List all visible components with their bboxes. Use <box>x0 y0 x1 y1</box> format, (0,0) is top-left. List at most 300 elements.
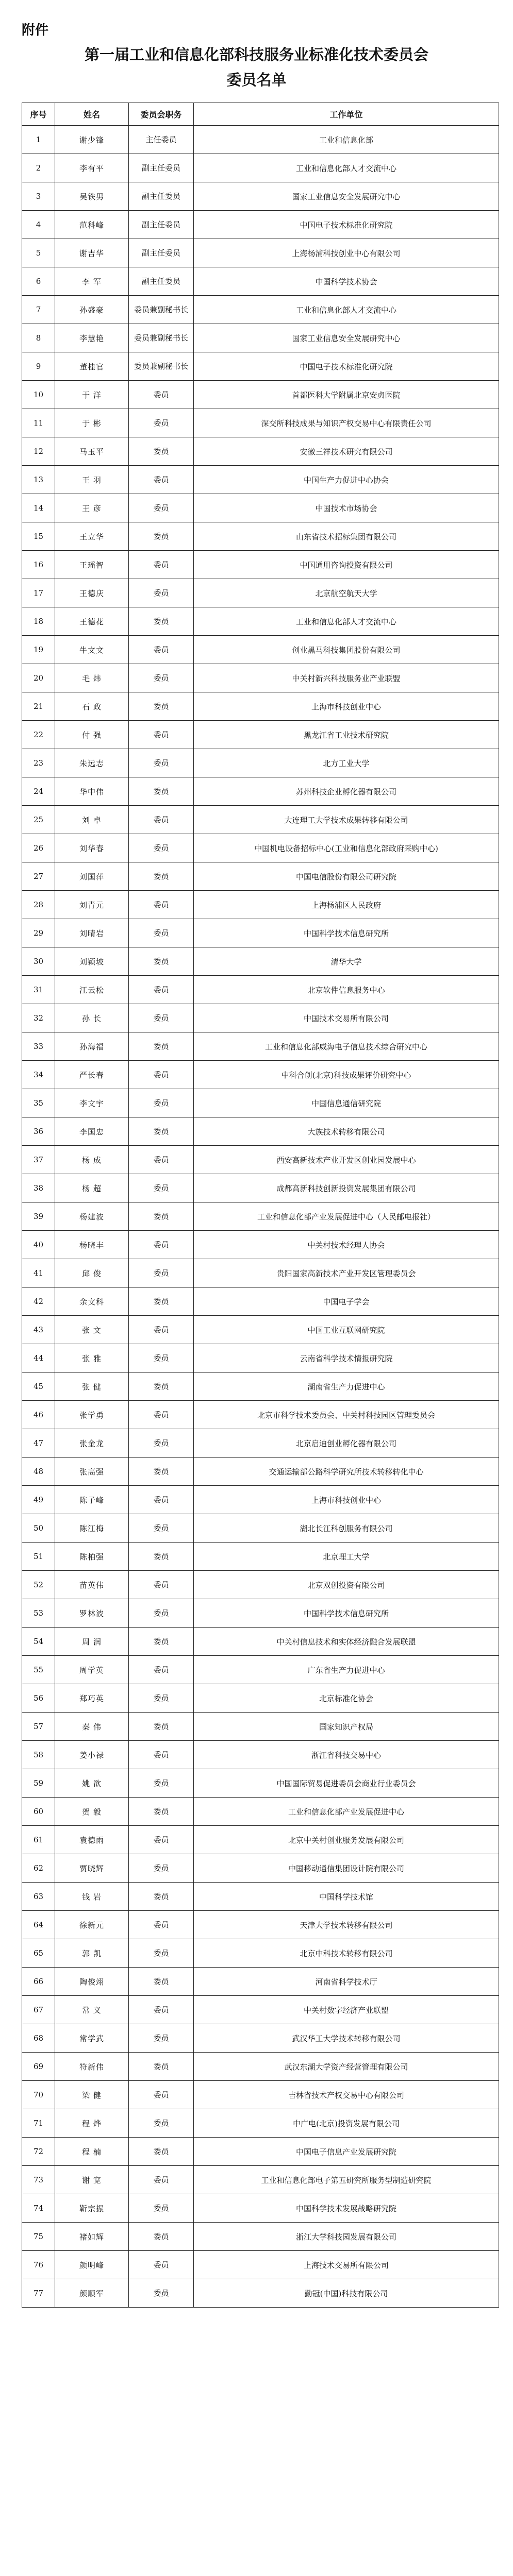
member-organization: 上海杨浦区人民政府 <box>194 891 499 919</box>
member-name: 谢吉华 <box>55 239 129 267</box>
member-role: 委员 <box>129 1032 194 1061</box>
member-role: 委员 <box>129 1883 194 1911</box>
member-organization: 湖南省生产力促进中心 <box>194 1372 499 1401</box>
member-name: 常学武 <box>55 2024 129 2053</box>
member-organization: 大族技术转移有限公司 <box>194 1117 499 1146</box>
member-role: 委员 <box>129 1798 194 1826</box>
member-role: 委员 <box>129 1117 194 1146</box>
row-number: 17 <box>22 579 55 607</box>
row-number: 72 <box>22 2138 55 2166</box>
member-role: 委员 <box>129 1769 194 1798</box>
row-number: 12 <box>22 437 55 466</box>
row-number: 24 <box>22 777 55 806</box>
member-name: 杨晓丰 <box>55 1231 129 1259</box>
table-row <box>22 1599 499 1628</box>
member-name: 马玉平 <box>55 437 129 466</box>
member-name: 杨建波 <box>55 1202 129 1231</box>
member-name: 李 军 <box>55 267 129 296</box>
row-number: 47 <box>22 1429 55 1458</box>
row-number: 8 <box>22 324 55 352</box>
table-row <box>22 1883 499 1911</box>
member-name: 梁 健 <box>55 2081 129 2109</box>
member-organization: 上海杨浦科技创业中心有限公司 <box>194 239 499 267</box>
table-row <box>22 947 499 976</box>
member-name: 陈子峰 <box>55 1486 129 1514</box>
member-organization: 工业和信息化部人才交流中心 <box>194 607 499 636</box>
member-organization: 浙江大学科技园发展有限公司 <box>194 2223 499 2251</box>
member-role: 委员 <box>129 1911 194 1939</box>
table-row <box>22 664 499 692</box>
row-number: 4 <box>22 211 55 239</box>
row-number: 42 <box>22 1287 55 1316</box>
table-row <box>22 296 499 324</box>
member-role: 委员 <box>129 2279 194 2308</box>
table-row <box>22 2279 499 2308</box>
member-role: 委员 <box>129 1259 194 1287</box>
member-organization: 安徽三祥技术研究有限公司 <box>194 437 499 466</box>
member-name: 杨 成 <box>55 1146 129 1174</box>
member-organization: 北方工业大学 <box>194 749 499 777</box>
row-number: 22 <box>22 721 55 749</box>
row-number: 30 <box>22 947 55 976</box>
row-number: 5 <box>22 239 55 267</box>
member-organization: 湖北长江科创服务有限公司 <box>194 1514 499 1543</box>
member-role: 委员 <box>129 891 194 919</box>
table-row <box>22 1741 499 1769</box>
member-organization: 上海市科技创业中心 <box>194 692 499 721</box>
table-row <box>22 1628 499 1656</box>
member-name: 郑巧英 <box>55 1684 129 1713</box>
table-row <box>22 1004 499 1032</box>
member-name: 谢少锋 <box>55 126 129 154</box>
table-row <box>22 522 499 551</box>
member-organization: 浙江省科技交易中心 <box>194 1741 499 1769</box>
member-role: 委员 <box>129 1656 194 1684</box>
member-name: 颜明峰 <box>55 2251 129 2279</box>
member-name: 张金龙 <box>55 1429 129 1458</box>
row-number: 66 <box>22 1968 55 1996</box>
table-row <box>22 579 499 607</box>
member-role: 委员兼副秘书长 <box>129 352 194 381</box>
member-name: 姚 欲 <box>55 1769 129 1798</box>
member-name: 程 楠 <box>55 2138 129 2166</box>
member-role: 委员 <box>129 1854 194 1883</box>
table-row <box>22 1713 499 1741</box>
table-row <box>22 749 499 777</box>
table-row <box>22 1571 499 1599</box>
member-name: 郭 凯 <box>55 1939 129 1968</box>
member-name: 姜小禄 <box>55 1741 129 1769</box>
row-number: 10 <box>22 381 55 409</box>
member-role: 委员 <box>129 1287 194 1316</box>
member-name: 杨 超 <box>55 1174 129 1202</box>
row-number: 40 <box>22 1231 55 1259</box>
member-name: 陈江梅 <box>55 1514 129 1543</box>
table-row <box>22 1911 499 1939</box>
member-role: 委员 <box>129 2138 194 2166</box>
member-role: 委员 <box>129 2251 194 2279</box>
member-role: 委员 <box>129 1628 194 1656</box>
member-name: 贾晓辉 <box>55 1854 129 1883</box>
member-name: 刘 卓 <box>55 806 129 834</box>
table-row <box>22 834 499 862</box>
row-number: 25 <box>22 806 55 834</box>
member-organization: 工业和信息化部威海电子信息技术综合研究中心 <box>194 1032 499 1061</box>
member-role: 委员 <box>129 2194 194 2223</box>
row-number: 67 <box>22 1996 55 2024</box>
table-row <box>22 976 499 1004</box>
member-organization: 清华大学 <box>194 947 499 976</box>
member-role: 委员 <box>129 1372 194 1401</box>
row-number: 34 <box>22 1061 55 1089</box>
table-row <box>22 2081 499 2109</box>
member-role: 委员 <box>129 1429 194 1458</box>
table-row <box>22 1854 499 1883</box>
row-number: 16 <box>22 551 55 579</box>
member-role: 委员 <box>129 1174 194 1202</box>
row-number: 62 <box>22 1854 55 1883</box>
member-organization: 中关村新兴科技服务业产业联盟 <box>194 664 499 692</box>
row-number: 20 <box>22 664 55 692</box>
table-row <box>22 1458 499 1486</box>
row-number: 46 <box>22 1401 55 1429</box>
member-role: 委员 <box>129 806 194 834</box>
table-header-row <box>22 103 499 126</box>
row-number: 44 <box>22 1344 55 1372</box>
row-number: 63 <box>22 1883 55 1911</box>
member-name: 贺 毅 <box>55 1798 129 1826</box>
member-role: 委员 <box>129 1231 194 1259</box>
member-organization: 武汉东湖大学资产经营管理有限公司 <box>194 2053 499 2081</box>
member-role: 委员 <box>129 1741 194 1769</box>
member-role: 委员 <box>129 862 194 891</box>
member-name: 袁德雨 <box>55 1826 129 1854</box>
member-organization: 中关村信息技术和实体经济融合发展联盟 <box>194 1628 499 1656</box>
row-number: 68 <box>22 2024 55 2053</box>
member-organization: 工业和信息化部产业发展促进中心（人民邮电报社） <box>194 1202 499 1231</box>
attachment-label: 附件 <box>22 23 49 38</box>
table-row <box>22 1826 499 1854</box>
member-name: 颜顺军 <box>55 2279 129 2308</box>
member-role: 委员 <box>129 1543 194 1571</box>
row-number: 11 <box>22 409 55 437</box>
member-organization: 中国科学技术协会 <box>194 267 499 296</box>
member-organization: 北京软件信息服务中心 <box>194 976 499 1004</box>
member-name: 罗林波 <box>55 1599 129 1628</box>
member-role: 委员 <box>129 976 194 1004</box>
table-row <box>22 466 499 494</box>
member-organization: 北京航空航天大学 <box>194 579 499 607</box>
member-name: 张 文 <box>55 1316 129 1344</box>
member-organization: 成都高新科技创新投资发展集团有限公司 <box>194 1174 499 1202</box>
row-number: 56 <box>22 1684 55 1713</box>
member-organization: 中国电子技术标准化研究院 <box>194 211 499 239</box>
member-name: 秦 伟 <box>55 1713 129 1741</box>
member-name: 周 润 <box>55 1628 129 1656</box>
member-role: 主任委员 <box>129 126 194 154</box>
row-number: 65 <box>22 1939 55 1968</box>
table-row <box>22 239 499 267</box>
member-name: 张 健 <box>55 1372 129 1401</box>
member-organization: 中国国际贸易促进委员会商业行业委员会 <box>194 1769 499 1798</box>
member-role: 委员 <box>129 2081 194 2109</box>
member-organization: 中国电子学会 <box>194 1287 499 1316</box>
member-name: 常 义 <box>55 1996 129 2024</box>
row-number: 76 <box>22 2251 55 2279</box>
member-name: 程 烨 <box>55 2109 129 2138</box>
member-role: 委员 <box>129 1996 194 2024</box>
member-role: 副主任委员 <box>129 267 194 296</box>
member-role: 委员 <box>129 579 194 607</box>
row-number: 7 <box>22 296 55 324</box>
table-row <box>22 862 499 891</box>
member-role: 委员 <box>129 1571 194 1599</box>
member-organization: 工业和信息化部人才交流中心 <box>194 154 499 182</box>
member-role: 委员 <box>129 749 194 777</box>
table-row <box>22 381 499 409</box>
table-row <box>22 494 499 522</box>
member-role: 委员 <box>129 2166 194 2194</box>
table-row <box>22 777 499 806</box>
row-number: 74 <box>22 2194 55 2223</box>
row-number: 15 <box>22 522 55 551</box>
member-organization: 交通运输部公路科学研究所技术转移转化中心 <box>194 1458 499 1486</box>
member-role: 委员 <box>129 1316 194 1344</box>
member-name: 牛文文 <box>55 636 129 664</box>
member-role: 委员 <box>129 1344 194 1372</box>
member-name: 周学英 <box>55 1656 129 1684</box>
member-role: 委员 <box>129 1004 194 1032</box>
row-number: 2 <box>22 154 55 182</box>
member-organization: 首都医科大学附属北京安贞医院 <box>194 381 499 409</box>
table-row <box>22 806 499 834</box>
member-name: 谢 宽 <box>55 2166 129 2194</box>
member-name: 李国忠 <box>55 1117 129 1146</box>
row-number: 64 <box>22 1911 55 1939</box>
member-role: 委员 <box>129 1514 194 1543</box>
member-name: 苗英伟 <box>55 1571 129 1599</box>
member-organization: 北京启迪创业孵化器有限公司 <box>194 1429 499 1458</box>
member-organization: 工业和信息化部 <box>194 126 499 154</box>
member-organization: 贵阳国家高新技术产业开发区管理委员会 <box>194 1259 499 1287</box>
member-role: 委员 <box>129 777 194 806</box>
member-organization: 创业黑马科技集团股份有限公司 <box>194 636 499 664</box>
member-name: 余文科 <box>55 1287 129 1316</box>
member-role: 委员 <box>129 2109 194 2138</box>
row-number: 3 <box>22 182 55 211</box>
member-name: 吴铁男 <box>55 182 129 211</box>
member-name: 符新伟 <box>55 2053 129 2081</box>
member-name: 付 强 <box>55 721 129 749</box>
member-organization: 国家知识产权局 <box>194 1713 499 1741</box>
member-organization: 中国科学技术发展战略研究院 <box>194 2194 499 2223</box>
member-name: 刘华春 <box>55 834 129 862</box>
row-number: 58 <box>22 1741 55 1769</box>
table-row <box>22 891 499 919</box>
member-organization: 上海市科技创业中心 <box>194 1486 499 1514</box>
table-row <box>22 607 499 636</box>
row-number: 23 <box>22 749 55 777</box>
table-row <box>22 1061 499 1089</box>
row-number: 32 <box>22 1004 55 1032</box>
row-number: 27 <box>22 862 55 891</box>
member-name: 王立华 <box>55 522 129 551</box>
table-row <box>22 1316 499 1344</box>
member-organization: 中科合创(北京)科技成果评价研究中心 <box>194 1061 499 1089</box>
member-name: 董桂官 <box>55 352 129 381</box>
member-role: 委员 <box>129 2024 194 2053</box>
member-organization: 中国科学技术信息研究所 <box>194 1599 499 1628</box>
table-row <box>22 1996 499 2024</box>
table-row <box>22 1344 499 1372</box>
member-role: 委员 <box>129 1968 194 1996</box>
member-organization: 中国通用咨询投资有限公司 <box>194 551 499 579</box>
table-row <box>22 692 499 721</box>
member-role: 委员 <box>129 1599 194 1628</box>
member-organization: 中国机电设备招标中心(工业和信息化部政府采购中心) <box>194 834 499 862</box>
member-role: 委员 <box>129 1713 194 1741</box>
member-name: 张学勇 <box>55 1401 129 1429</box>
table-row <box>22 1032 499 1061</box>
document-subtitle: 委员名单 <box>226 71 287 89</box>
row-number: 41 <box>22 1259 55 1287</box>
member-role: 委员 <box>129 1486 194 1514</box>
member-organization: 中国科学技术馆 <box>194 1883 499 1911</box>
member-organization: 中国科学技术信息研究所 <box>194 919 499 947</box>
row-number: 70 <box>22 2081 55 2109</box>
row-number: 21 <box>22 692 55 721</box>
member-role: 委员 <box>129 1061 194 1089</box>
member-organization: 工业和信息化部产业发展促进中心 <box>194 1798 499 1826</box>
table-row <box>22 1684 499 1713</box>
table-row <box>22 352 499 381</box>
member-role: 委员 <box>129 1401 194 1429</box>
member-name: 靳宗振 <box>55 2194 129 2223</box>
member-name: 严长春 <box>55 1061 129 1089</box>
member-name: 刘颖坡 <box>55 947 129 976</box>
table-row <box>22 154 499 182</box>
member-name: 刘青元 <box>55 891 129 919</box>
member-role: 委员 <box>129 1939 194 1968</box>
member-organization: 中广电(北京)投资发展有限公司 <box>194 2109 499 2138</box>
member-role: 委员 <box>129 551 194 579</box>
row-number: 55 <box>22 1656 55 1684</box>
table-row <box>22 1231 499 1259</box>
member-role: 委员 <box>129 947 194 976</box>
table-row <box>22 2109 499 2138</box>
member-organization: 中关村技术经理人协会 <box>194 1231 499 1259</box>
table-row <box>22 551 499 579</box>
row-number: 73 <box>22 2166 55 2194</box>
table-row <box>22 1486 499 1514</box>
table-row <box>22 2138 499 2166</box>
row-number: 38 <box>22 1174 55 1202</box>
member-name: 张高强 <box>55 1458 129 1486</box>
member-name: 李有平 <box>55 154 129 182</box>
member-organization: 上海技术交易所有限公司 <box>194 2251 499 2279</box>
row-number: 48 <box>22 1458 55 1486</box>
member-name: 刘国萍 <box>55 862 129 891</box>
member-name: 钱 岩 <box>55 1883 129 1911</box>
member-role: 委员 <box>129 409 194 437</box>
member-organization: 国家工业信息安全发展研究中心 <box>194 182 499 211</box>
row-number: 61 <box>22 1826 55 1854</box>
table-row <box>22 1939 499 1968</box>
member-name: 朱远志 <box>55 749 129 777</box>
member-organization: 大连理工大学技术成果转移有限公司 <box>194 806 499 834</box>
member-name: 李慧艳 <box>55 324 129 352</box>
table-row <box>22 636 499 664</box>
table-row <box>22 721 499 749</box>
row-number: 77 <box>22 2279 55 2308</box>
member-role: 副主任委员 <box>129 154 194 182</box>
row-number: 9 <box>22 352 55 381</box>
table-row <box>22 1202 499 1231</box>
member-name: 孙海福 <box>55 1032 129 1061</box>
table-row <box>22 1798 499 1826</box>
member-organization: 中国生产力促进中心协会 <box>194 466 499 494</box>
table-row <box>22 1543 499 1571</box>
member-role: 委员 <box>129 1146 194 1174</box>
table-row <box>22 182 499 211</box>
member-role: 委员 <box>129 692 194 721</box>
member-organization: 北京标准化协会 <box>194 1684 499 1713</box>
row-number: 75 <box>22 2223 55 2251</box>
member-name: 褚如辉 <box>55 2223 129 2251</box>
table-row <box>22 2166 499 2194</box>
member-name: 王德花 <box>55 607 129 636</box>
member-role: 委员 <box>129 636 194 664</box>
column-header-org: 工作单位 <box>194 103 499 126</box>
row-number: 36 <box>22 1117 55 1146</box>
table-row <box>22 437 499 466</box>
member-role: 委员 <box>129 2223 194 2251</box>
table-row <box>22 324 499 352</box>
member-organization: 北京双创投资有限公司 <box>194 1571 499 1599</box>
table-row <box>22 2223 499 2251</box>
member-role: 委员 <box>129 607 194 636</box>
member-name: 于 洋 <box>55 381 129 409</box>
row-number: 6 <box>22 267 55 296</box>
member-role: 委员 <box>129 466 194 494</box>
table-row <box>22 1259 499 1287</box>
member-organization: 中国电信股份有限公司研究院 <box>194 862 499 891</box>
member-role: 委员 <box>129 1089 194 1117</box>
member-name: 于 彬 <box>55 409 129 437</box>
member-role: 委员 <box>129 1684 194 1713</box>
row-number: 19 <box>22 636 55 664</box>
member-name: 李文宇 <box>55 1089 129 1117</box>
member-role: 委员 <box>129 721 194 749</box>
member-role: 委员 <box>129 381 194 409</box>
member-table <box>22 103 499 2308</box>
member-role: 委员兼副秘书长 <box>129 296 194 324</box>
member-organization: 广东省生产力促进中心 <box>194 1656 499 1684</box>
member-name: 孙 长 <box>55 1004 129 1032</box>
member-organization: 武汉华工大学技术转移有限公司 <box>194 2024 499 2053</box>
member-name: 毛 炜 <box>55 664 129 692</box>
member-organization: 北京中科技术转移有限公司 <box>194 1939 499 1968</box>
table-row <box>22 409 499 437</box>
row-number: 51 <box>22 1543 55 1571</box>
member-role: 委员兼副秘书长 <box>129 324 194 352</box>
row-number: 39 <box>22 1202 55 1231</box>
member-organization: 吉林省技术产权交易中心有限公司 <box>194 2081 499 2109</box>
row-number: 49 <box>22 1486 55 1514</box>
member-organization: 中国技术市场协会 <box>194 494 499 522</box>
table-row <box>22 1287 499 1316</box>
table-row <box>22 1117 499 1146</box>
